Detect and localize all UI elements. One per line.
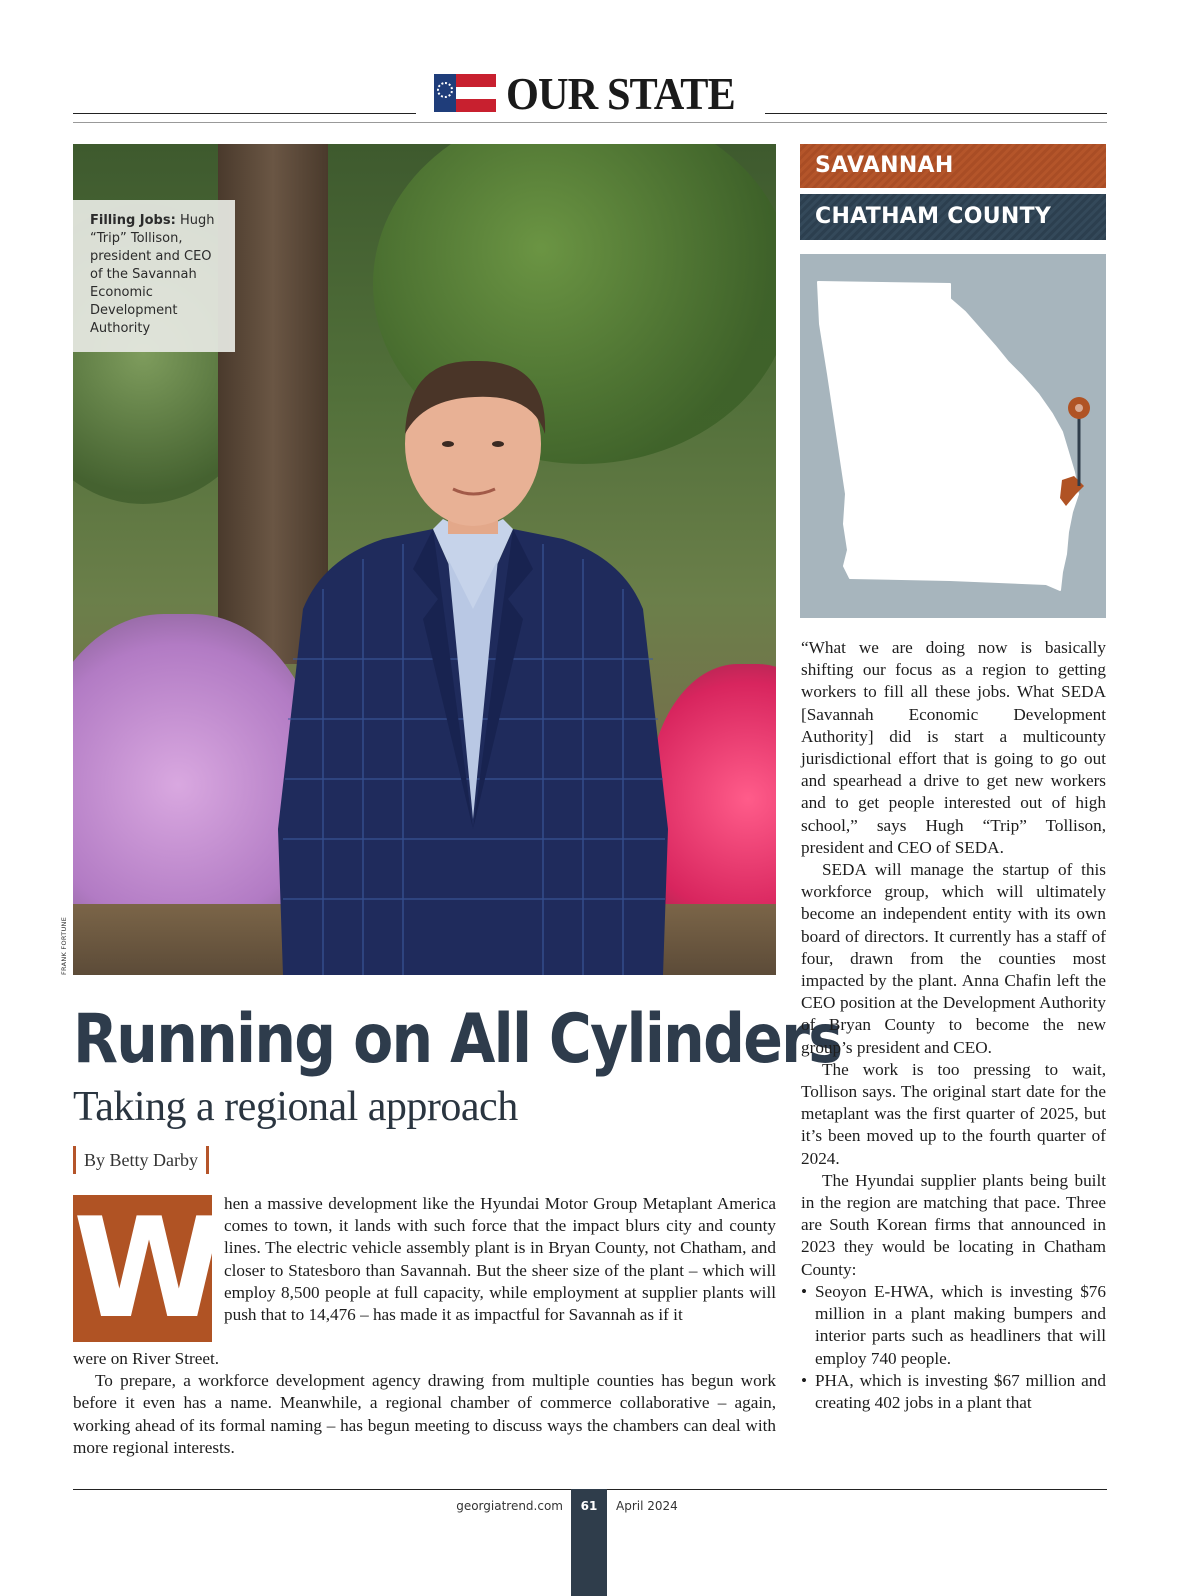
article-subhead: Taking a regional approach <box>73 1084 518 1130</box>
list-item: • Seoyon E-HWA, which is investing $76 million in a plant making bumpers and interior parts such as headliners that will employ 740 people. <box>801 1281 1106 1370</box>
footer-date: April 2024 <box>616 1499 678 1513</box>
right-column-text <box>801 637 1106 1414</box>
caption-text: Hugh “Trip” Tollison, president and CEO of the Savannah Economic Development Authority <box>90 213 215 336</box>
body-paragraph: The Hyundai supplier plants being built in the region are matching that pace. Three are South Korean firms that announced in 2023 they would be locating in Chatham County: <box>801 1170 1106 1279</box>
header-rule-left <box>73 113 416 114</box>
article-headline: Running on All Cylinders <box>73 1000 842 1079</box>
county-tag: CHATHAM COUNTY <box>800 194 1106 240</box>
georgia-state-shape <box>800 254 1106 618</box>
header-rule-right <box>765 113 1107 114</box>
city-tag: SAVANNAH <box>800 144 1106 188</box>
quote-paragraph: “What we are doing now is basically shifting our focus as a region to getting workers to fill all these jobs. What SEDA [Savannah Economic Development Authority] did is start a multicounty jurisdictional effort that is going to go out and spearhead a drive to get new workers and to get people interested out of high school,” says Hugh “Trip” Tollison, president and CEO of SEDA. <box>801 638 1106 857</box>
photo-credit: FRANK FORTUNE <box>60 916 68 975</box>
list-item: • PHA, which is investing $67 million and creating 402 jobs in a plant that <box>801 1370 1106 1414</box>
person-figure <box>263 359 683 975</box>
caption-label: Filling Jobs: <box>90 213 176 228</box>
page-number: 61 <box>571 1489 607 1596</box>
lead-paragraph-top: hen a massive development like the Hyundai Motor Group Metaplant America comes to town, it lands with such force that the impact blurs city and county lines. The electric vehicle assembly plant is in Bryan County, not Chatham, and closer to Statesboro than Savannah. But the sheer size of the plant – which will employ 8,500 people at full capacity, while employment at supplier plants will push that to 14,476 – has made it as impactful for Savannah as if it <box>224 1194 776 1325</box>
footer-site: georgiatrend.com <box>456 1499 563 1513</box>
body-paragraph: The work is too pressing to wait, Tollison says. The original start date for the metaplant was the first quarter of 2025, but it’s been moved up to the fourth quarter of 2024. <box>801 1059 1106 1168</box>
drop-cap: W <box>73 1188 220 1349</box>
byline-bracket-right <box>206 1146 209 1174</box>
lead-paragraph-end: were on River Street. <box>73 1349 220 1368</box>
body-paragraph: To prepare, a workforce development agency drawing from multiple counties has begun work before it even has a name. Meanwhile, a regional chamber of commerce collaborative – again, working ahead of its formal naming – has begun meeting to discuss ways the chambers can deal with more regional interests. <box>73 1371 776 1457</box>
georgia-flag-icon <box>434 74 496 112</box>
header-rule-full <box>73 122 1107 123</box>
photo-caption <box>73 200 235 352</box>
byline-text: By Betty Darby <box>84 1149 198 1170</box>
byline <box>73 1146 209 1174</box>
body-paragraph: SEDA will manage the startup of this workforce group, which will ultimately become an independent entity with its own board of directors. It currently has a staff of four, drawn from the counties most impacted by the plant. Anna Chafin left the CEO position at the Development Authority of Bryan County to become the new group’s president and CEO. <box>801 860 1106 1057</box>
lead-paragraph-rest <box>73 1348 776 1459</box>
georgia-locator-map <box>800 254 1106 618</box>
section-title: OUR STATE <box>506 67 735 119</box>
supplier-list <box>801 1281 1106 1414</box>
section-header <box>434 68 755 118</box>
